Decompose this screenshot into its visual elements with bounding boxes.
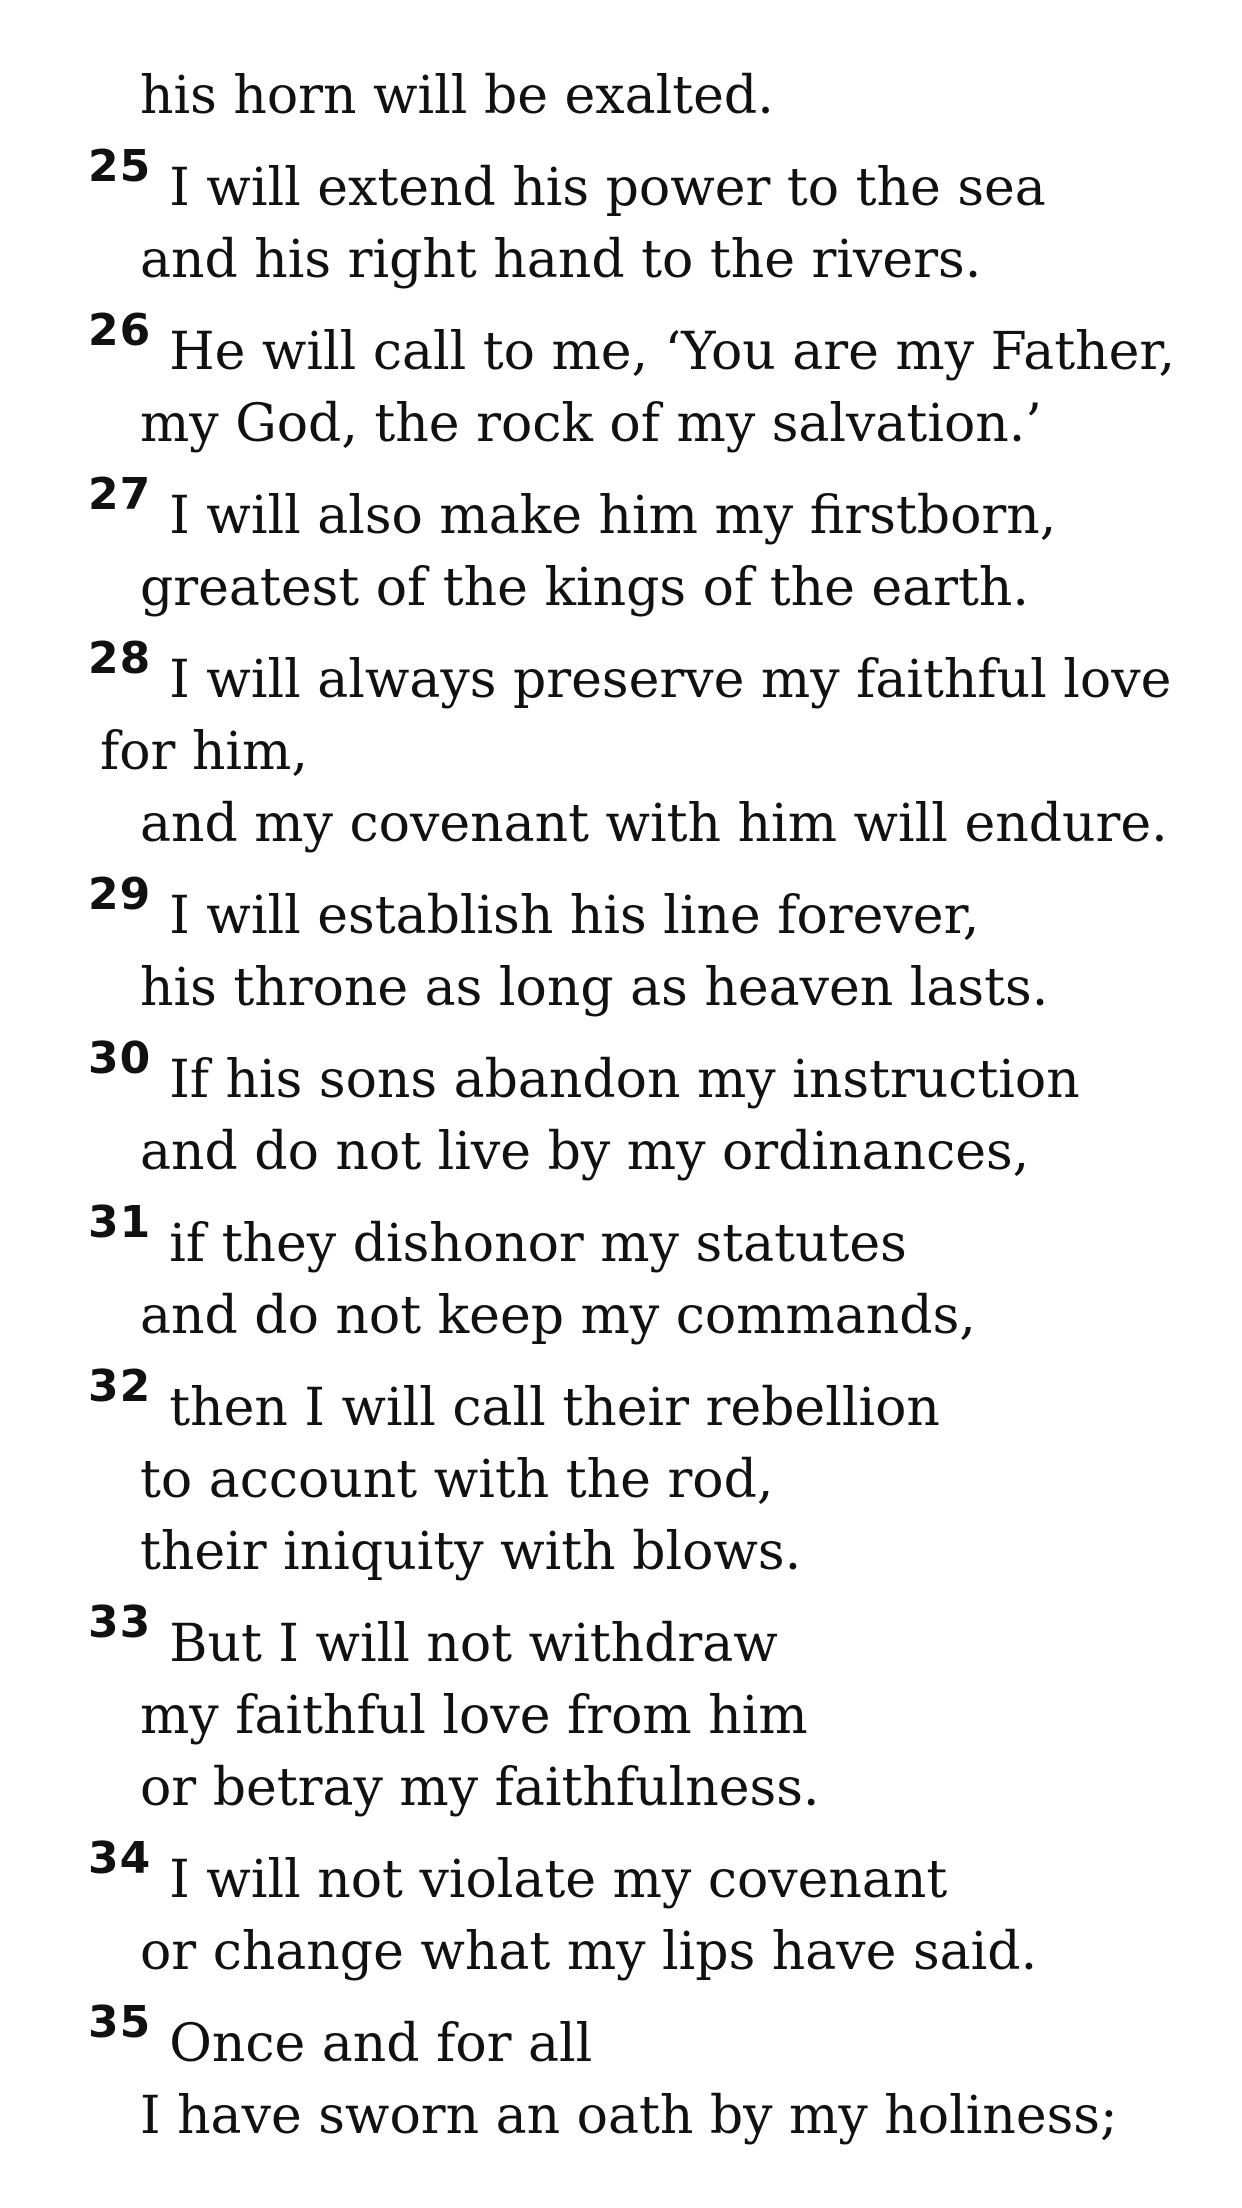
verse-line [88,869,980,946]
verse-line [140,958,1048,1018]
verse-line [100,722,308,782]
verse-text: to account with the rod, [140,1450,774,1510]
verse-number: 32 [88,1361,152,1412]
verse-number: 33 [88,1597,152,1648]
verse-text: then I will call their rebellion [169,1378,940,1438]
verse-text: or betray my faithfulness. [140,1758,820,1818]
verse-line [140,1686,808,1746]
verse-line [88,1833,948,1910]
verse-number: 30 [88,1033,152,1084]
verse-line [140,230,981,290]
verse-number: 34 [88,1833,152,1884]
verse-line [140,1450,773,1510]
verse-line [140,1286,976,1346]
verse-text: If his sons abandon my instruction [169,1050,1080,1110]
verse-text: for him, [100,722,308,782]
verse-line [140,1758,819,1818]
verse-text: I will establish his line forever, [169,886,980,946]
verse-line [140,1522,801,1582]
verse-text: and his right hand to the rivers. [140,230,982,290]
verse-text: if they dishonor my statutes [169,1214,907,1274]
verse-text: But I will not withdraw [169,1614,778,1674]
verse-text: his throne as long as heaven lasts. [140,958,1049,1018]
verse-text: or change what my lips have said. [140,1922,1038,1982]
verse-text: I will extend his power to the sea [169,158,1046,218]
verse-text: and do not keep my commands, [140,1286,976,1346]
verse-line [88,1597,778,1674]
verse-number: 28 [88,633,152,684]
verse-text: I have sworn an oath by my holiness; [140,2086,1118,2146]
verse-number: 27 [88,469,152,520]
verse-line [88,469,1057,546]
verse-text: I will always preserve my faithful love [169,650,1172,710]
verse-line [140,558,1029,618]
verse-line [140,66,774,126]
verse-number: 26 [88,305,152,356]
verse-number: 25 [88,141,152,192]
verse-text: I will not violate my covenant [169,1850,948,1910]
verse-line [88,305,1176,382]
verse-text: He will call to me, ‘You are my Father, [169,322,1176,382]
verse-text: greatest of the kings of the earth. [140,558,1029,618]
verse-line [140,1922,1037,1982]
verse-text: my faithful love from him [140,1686,808,1746]
verse-text: his horn will be exalted. [140,66,774,126]
verse-line [88,1361,940,1438]
verse-line [140,794,1168,854]
verse-number: 35 [88,1997,152,2048]
verse-text: I will also make him my firstborn, [169,486,1057,546]
verse-text: and my covenant with him will endure. [140,794,1168,854]
verse-text: their iniquity with blows. [140,1522,802,1582]
verse-text: my God, the rock of my salvation.’ [140,394,1042,454]
verse-line [88,141,1046,218]
verse-number: 29 [88,869,152,920]
verse-line [140,394,1042,454]
verse-line [140,1122,1029,1182]
verse-line [88,1197,907,1274]
verse-number: 31 [88,1197,152,1248]
verse-line [140,2086,1118,2146]
verse-line [88,1033,1080,1110]
verse-line [88,1997,593,2074]
verse-line [88,633,1172,710]
verse-text: Once and for all [169,2014,593,2074]
verse-text: and do not live by my ordinances, [140,1122,1030,1182]
